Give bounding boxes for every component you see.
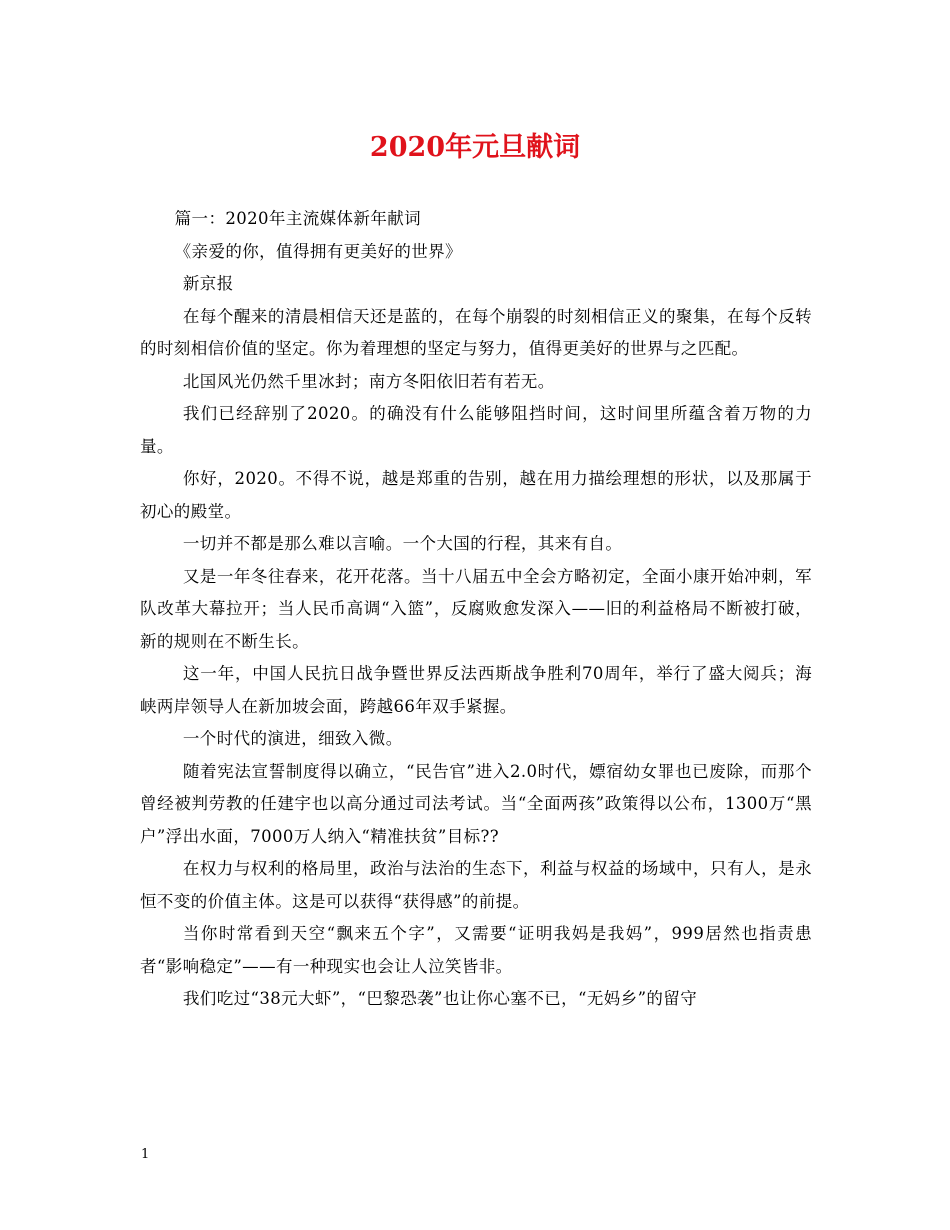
paragraph: 当你时常看到天空“飘来五个字”，又需要“证明我妈是我妈”，999居然也指责患者“影响稳定”——有一种现实也会让人泣笑皆非。 bbox=[140, 924, 812, 976]
paragraph: 我们已经辞别了2020。的确没有什么能够阻挡时间，这时间里所蕴含着万物的力量。 bbox=[140, 404, 812, 456]
paragraph: 在权力与权利的格局里，政治与法治的生态下，利益与权益的场域中，只有人，是永恒不变的价值主体。这是可以获得“获得感”的前提。 bbox=[140, 859, 812, 911]
paragraph: 这一年，中国人民抗日战争暨世界反法西斯战争胜利70周年，举行了盛大阅兵；海峡两岸领导人在新加坡会面，跨越66年双手紧握。 bbox=[140, 664, 812, 716]
paragraph: 你好，2020。不得不说，越是郑重的告别，越在用力描绘理想的形状，以及那属于初心的殿堂。 bbox=[140, 469, 812, 521]
paragraph: 北国风光仍然千里冰封；南方冬阳依旧若有若无。 bbox=[182, 371, 555, 391]
paragraph: 一切并不都是那么难以言喻。一个大国的行程，其来有自。 bbox=[182, 534, 623, 553]
paragraph: 我们吃过“38元大虾”，“巴黎恐袭”也让你心塞不已，“无妈乡”的留守 bbox=[182, 989, 698, 1008]
paragraph: 又是一年冬往春来，花开花落。当十八届五中全会方略初定，全面小康开始冲刺，军队改革大幕拉开；当人民币高调“入篮”，反腐败愈发深入——旧的利益格局不断被打破，新的规则在不断生长。 bbox=[140, 566, 812, 651]
source-name: 新京报 bbox=[182, 274, 234, 293]
paragraph: 一个时代的演进，细致入微。 bbox=[182, 729, 403, 748]
document-body bbox=[140, 203, 812, 1016]
paragraph: 在每个醒来的清晨相信天还是蓝的，在每个崩裂的时刻相信正义的聚集，在每个反转的时刻相信价值的坚定。你为着理想的坚定与努力，值得更美好的世界与之匹配。 bbox=[140, 306, 812, 358]
section-heading: 篇一：2020年主流媒体新年献词 bbox=[174, 209, 422, 228]
paragraph: 随着宪法宣誓制度得以确立，“民告官”进入2.0时代，嫖宿幼女罪也已废除，而那个曾经被判劳教的任建宇也以高分通过司法考试。当“全面两孩”政策得以公布，1300万“黑户”浮出水面，7000万人纳入“精准扶贫”目标?? bbox=[140, 761, 812, 846]
document-title: 2020年元旦献词 bbox=[369, 132, 581, 163]
page-number: 1 bbox=[141, 1147, 150, 1162]
article-title: 《亲爱的你，值得拥有更美好的世界》 bbox=[174, 241, 462, 261]
